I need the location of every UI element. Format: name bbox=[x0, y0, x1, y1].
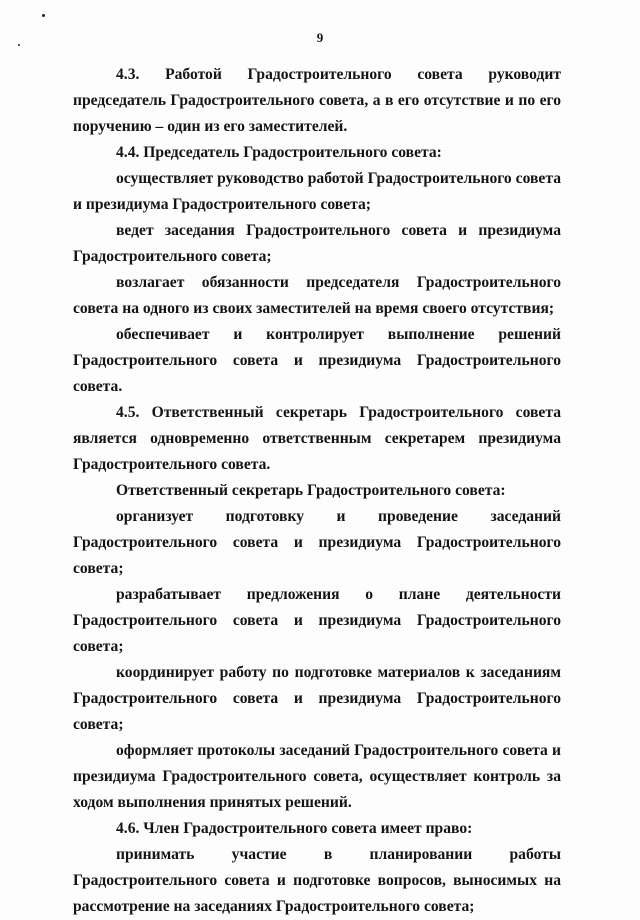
list-item: обеспечивает и контролирует выполнение решений Градостроительного совета и президиума Градостроительного совета. bbox=[73, 326, 561, 395]
paragraph-4-6: 4.6. Член Градостроительного совета имеет право: bbox=[116, 820, 473, 837]
page-number: 9 bbox=[316, 30, 324, 45]
list-item: принимать участие в планировании работы Градостроительного совета и подготовке вопросов, выносимых на рассмотрение на заседаниях Градостроительного совета; bbox=[73, 846, 561, 915]
paragraph-4-4: 4.4. Председатель Градостроительного совета: bbox=[116, 144, 442, 161]
paragraph-4-5: 4.5. Ответственный секретарь Градостроительного совета является одновременно ответственным секретарем президиума Градостроительного совета. bbox=[73, 404, 561, 473]
list-item: ведет заседания Градостроительного совета и президиума Градостроительного совета; bbox=[73, 222, 561, 265]
list-item: осуществляет руководство работой Градостроительного совета и президиума Градостроительного совета; bbox=[73, 170, 561, 213]
list-item: возлагает обязанности председателя Градостроительного совета на одного из своих заместителей на время своего отсутствия; bbox=[73, 274, 561, 317]
paragraph-secretary: Ответственный секретарь Градостроительного совета: bbox=[116, 482, 506, 499]
paragraph-4-3: 4.3. Работой Градостроительного совета руководит председатель Градостроительного совета, а в его отсутствие и по его поручению – один из его заместителей. bbox=[73, 66, 561, 135]
list-item: разрабатывает предложения о плане деятельности Градостроительного совета и президиума Градостроительного совета; bbox=[73, 586, 561, 655]
list-item: оформляет протоколы заседаний Градостроительного совета и президиума Градостроительного совета, осуществляет контроль за ходом выполнения принятых решений. bbox=[73, 742, 561, 811]
list-item: координирует работу по подготовке материалов к заседаниям Градостроительного совета и президиума Градостроительного совета; bbox=[73, 664, 561, 733]
document-body bbox=[73, 62, 561, 920]
list-item: организует подготовку и проведение заседаний Градостроительного совета и президиума Градостроительного совета; bbox=[73, 508, 561, 577]
scan-speck bbox=[42, 14, 45, 17]
